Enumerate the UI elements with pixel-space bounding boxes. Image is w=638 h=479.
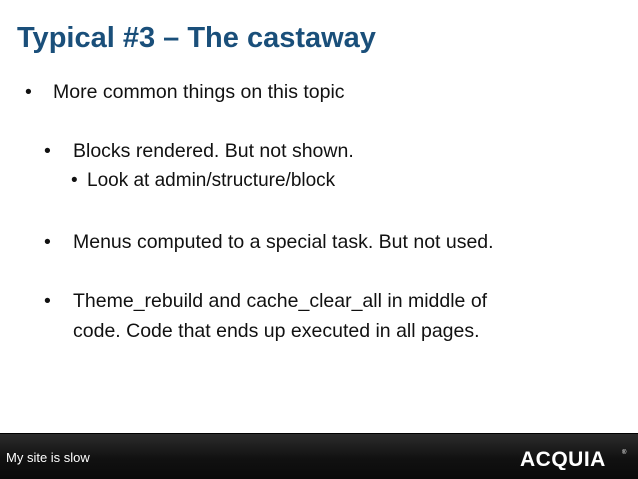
logo-wordmark: ACQUIA <box>520 448 606 470</box>
bullet-text-line-2: code. Code that ends up executed in all pages. <box>73 320 480 342</box>
bullet-item-2 <box>44 137 354 165</box>
logo-registered-mark: ® <box>622 450 627 456</box>
bullet-text: More common things on this topic <box>53 81 345 103</box>
bullet-dot: • <box>44 140 51 162</box>
bullet-item-3 <box>44 228 494 256</box>
bullet-item-2-sub <box>71 167 336 195</box>
bullet-text: Blocks rendered. But not shown. <box>73 140 354 162</box>
acquia-logo <box>520 446 628 470</box>
footer-text: My site is slow <box>6 450 90 465</box>
bullet-dot: • <box>44 290 51 312</box>
bullet-text: Look at admin/structure/block <box>87 170 336 191</box>
bullet-dot: • <box>25 81 32 103</box>
bullet-text: Menus computed to a special task. But not used. <box>73 231 494 253</box>
bullet-text-line-1: Theme_rebuild and cache_clear_all in middle of <box>73 290 488 312</box>
bullet-dot: • <box>71 170 78 191</box>
bullet-dot: • <box>44 231 51 253</box>
footer-bar <box>0 433 638 479</box>
bullet-item-4 <box>44 287 488 315</box>
bullet-item-1 <box>25 78 345 106</box>
slide-title: Typical #3 – The castaway <box>17 22 376 54</box>
bullet-item-4-continuation <box>73 317 480 345</box>
